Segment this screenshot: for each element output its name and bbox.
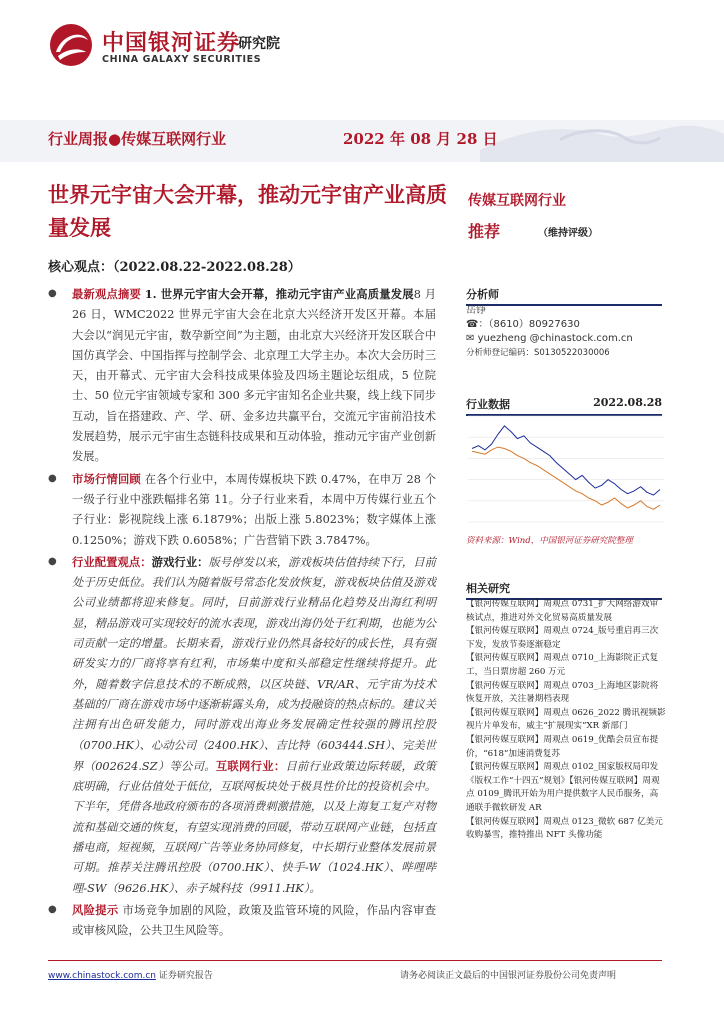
galaxy-logo-icon: [48, 22, 94, 68]
analyst-cert: 分析师登记编码：S0130522030006: [466, 348, 610, 358]
para-text: 在各个行业中，本周传媒板块下跌 0.47%，在申万 28 个一级子行业中涨跌幅排名第 11。分子行业来看，本周中万传媒行业五个子行业：影视院线上涨 6.1879%；出版上涨 5.8023%；数字媒体上涨 0.1250%；游戏下跌 0.6058%；广告营销下跌 3.7847%。: [72, 472, 436, 547]
related-item[interactable]: 【银河传媒互联网】周观点 0123_微软 687 亿美元收购暴雪，推特推出 NFT 头像功能: [466, 816, 663, 841]
analyst-info: [466, 304, 633, 360]
core-view-heading: [48, 256, 301, 275]
para-sub-game: 游戏行业：: [151, 554, 209, 569]
email-icon: ✉: [466, 333, 475, 344]
body-text: [48, 284, 436, 942]
chart-grid: [468, 416, 664, 522]
industry-name: 传媒互联网行业: [468, 193, 566, 209]
brand-name-en: CHINA GALAXY SECURITIES: [102, 54, 262, 65]
para-text-game: 版号停发以来，游戏板块估值持续下行，目前处于历史低位。我们认为随着版号常态化发放恢复，游戏板块估值及游戏公司业绩都将迎来修复。同时，目前游戏行业精品化趋势及出海红利明显，精品游戏可实现较好的流水表现，游戏出海仍处于红利期，也能为公司贡献一定的增量。长期来看，游戏行业仍然具备较好的成长性，具有强研发实力的厂商将享有红利，市场集中度和头部稳定性继续将提升。此外，随着数字信息技术的不断成熟，以区块链、VR/AR、元宇宙为技术基础的厂商在游戏市场中逐渐崭露头角，成为投融资的热点标的。建议关注拥有出色研发能力，同时游戏出海业务发展确定性较强的腾讯控股（0700.HK）、心动公司（2400.HK）、吉比特（603444.SH）、完美世界（002624.SZ）等公司。: [72, 555, 436, 773]
series-line-hs300: [472, 447, 660, 509]
report-date: 2022 年 08 月 28 日: [343, 130, 498, 148]
para-allocation-view: ● 行业配置观点：游戏行业：版号停发以来，游戏板块估值持续下行，目前处于历史低位。我们认为随着版号常态化发放恢复，游戏板块估值及游戏公司业绩都将迎来修复。同时，目前游戏行业精品化趋势及出海红利明显，精品游戏可实现较好的流水表现，游戏出海仍处于红利期，也能为公司贡献一定的增量。长期来看，游戏行业仍然具备较好的成长性，具有强研发实力的厂商将享有红利，市场集中度和头部稳定性继续将提升。此外，随着数字信息技术的不断成熟，以区块链、VR/AR、元宇宙为技术基础的厂商在游戏市场中逐渐崭露头角，成为投融资的热点标的。建议关注拥有出色研发能力，同时游戏出海业务发展确定性较强的腾讯控股（0700.HK）、心动公司（2400.HK）、吉比特（603444.SH）、完美世界（002624.SZ）等公司。互联网行业：目前行业政策边际转暖，政策底明确，行业估值处于低位，互联网板块处于极具性价比的投资机会中。下半年，凭借各地政府颁布的各项消费刺激措施，以及上海复工复产对物流和基础交通的恢复，有望实现消费的回暖，带动互联网产业链，包括直播电商，短视频，互联网广告等业务协同修复，中长期行业整体发展前景可期。推荐关注腾讯控股（0700.HK）、快手-W（1024.HK）、哔哩哔哩-SW（9626.HK）、赤子城科技（9911.HK）。: [48, 552, 436, 899]
report-title: 世界元宇宙大会开幕，推动元宇宙产业高质量发展: [48, 182, 447, 240]
analyst-header: 分析师: [466, 286, 662, 306]
para-market-review: [48, 469, 436, 551]
para-text-internet: 目前行业政策边际转暖，政策底明确，行业估值处于低位，互联网板块处于极具性价比的投资机会中。下半年，凭借各地政府颁布的各项消费刺激措施，以及上海复工复产对物流和基础交通的恢复，有望实现消费的回暖，带动互联网产业链，包括直播电商，短视频，互联网广告等业务协同修复，中长期行业整体发展前景可期。推荐关注腾讯控股（0700.HK）、快手-W（1024.HK）、哔哩哔哩-SW（9626.HK）、赤子城科技（9911.HK）。: [72, 759, 436, 895]
brand-name-cn: 中国银河证券: [102, 31, 241, 56]
para-latest-view: [48, 284, 436, 468]
related-item[interactable]: 【银河传媒互联网】周观点 0626_2022 腾讯视频影视片片单发布，威主“扩展现实”XR 新部门: [466, 707, 666, 732]
industry-chart: [468, 412, 664, 526]
para-text: 市场竞争加剧的风险，政策及监管环境的风险，作品内容审查或审核风险，公共卫生风险等。: [72, 903, 436, 938]
related-item[interactable]: 【银河传媒互联网】周观点 0724_版号重启再三次下发，发放节奏逐渐稳定: [466, 626, 659, 650]
related-item[interactable]: 【银河传媒互联网】周观点 0710_上海影院正式复工，当日票房超 260 万元: [466, 653, 659, 677]
bullet-icon: ●: [48, 555, 57, 567]
para-head: 最新观点摘要: [72, 287, 141, 301]
core-label: 核心观点：: [48, 260, 114, 275]
related-item[interactable]: 【银河传媒互联网】周观点 0731_扩大网络游戏审核试点，推进对外文化贸易高质量发展: [466, 599, 659, 623]
related-item[interactable]: 【银河传媒互联网】周观点 0102_国家版权局印发《版权工作“十四五”规划》【银河传媒互联网】周观点 0109_腾讯开始为用户提供数字人民币服务，高通联手微软研发 AR: [466, 762, 660, 813]
bullet-icon: ●: [48, 472, 57, 484]
analyst-email: yuezheng @chinastock.com.cn: [477, 333, 633, 344]
bullet-icon: ●: [48, 288, 57, 299]
para-head: 行业配置观点: [72, 554, 141, 569]
para-text: 8 月 26 日，WMC2022 世界元宇宙大会在北京大兴经济开发区开幕。本届大会以“润见元宇宙，数孕新空间”为主题，由北京大兴经济开发区联合中国仿真学会、中国指挥与控制学会、北京理工大学主办。本次大会历时三天，由开幕式、元宇宙大会科技成果体验及四场主题论坛组成，5 位院士、50 位元宇宙领域专家和 300 多元宇宙知名企业共聚，线上线下同步互动，旨在搭建政、产、学、研、金多边共赢平台，交流元宇宙前沿技术发展趋势，展示元宇宙生态链科技成果和互动体验，推动元宇宙产业创新发展。: [72, 288, 436, 464]
para-risk: [48, 900, 436, 942]
core-range: （2022.08.22-2022.08.28）: [113, 260, 301, 275]
para-head: 市场行情回顾: [72, 471, 141, 486]
bullet-icon: ●: [48, 903, 57, 915]
footer-rule: [48, 960, 662, 961]
rating: 推荐: [468, 222, 501, 241]
para-head: 风险提示: [72, 902, 119, 917]
analyst-name: 岳铮: [466, 305, 486, 316]
rating-note: （维持评级）: [538, 228, 598, 239]
institute-label: 研究院: [238, 36, 280, 52]
phone-icon: ☎: [466, 319, 479, 330]
para-sub: 1. 世界元宇宙大会开幕，推动元宇宙产业高质量发展: [144, 287, 414, 301]
related-item[interactable]: 【银河传媒互联网】周观点 0619_优酷会员宣布提价，“618”加速消费复苏: [466, 734, 659, 759]
data-header: 行业数据 2022.08.28: [466, 396, 662, 416]
analyst-phone: ：（8610）80927630: [478, 319, 580, 330]
para-sub-internet: 互联网行业：: [215, 758, 286, 773]
report-type: 行业周报●传媒互联网行业: [48, 130, 227, 148]
site-suffix: 证券研究报告: [155, 971, 213, 981]
chart-source: 资料来源：Wind，中国银河证券研究院整理: [466, 536, 633, 546]
site-link[interactable]: www.chinastock.com.cn: [48, 971, 156, 981]
footer-disclaimer: 请务必阅读正文最后的中国银河证券股份公司免责声明: [400, 971, 617, 981]
related-list: [466, 598, 666, 843]
data-date: 2022.08.28: [593, 396, 662, 409]
related-item[interactable]: 【银河传媒互联网】周观点 0703_上海地区影院将恢复开放，关注暑期档表现: [466, 680, 659, 705]
footer-left: [48, 968, 213, 981]
related-header: 相关研究: [466, 580, 662, 600]
